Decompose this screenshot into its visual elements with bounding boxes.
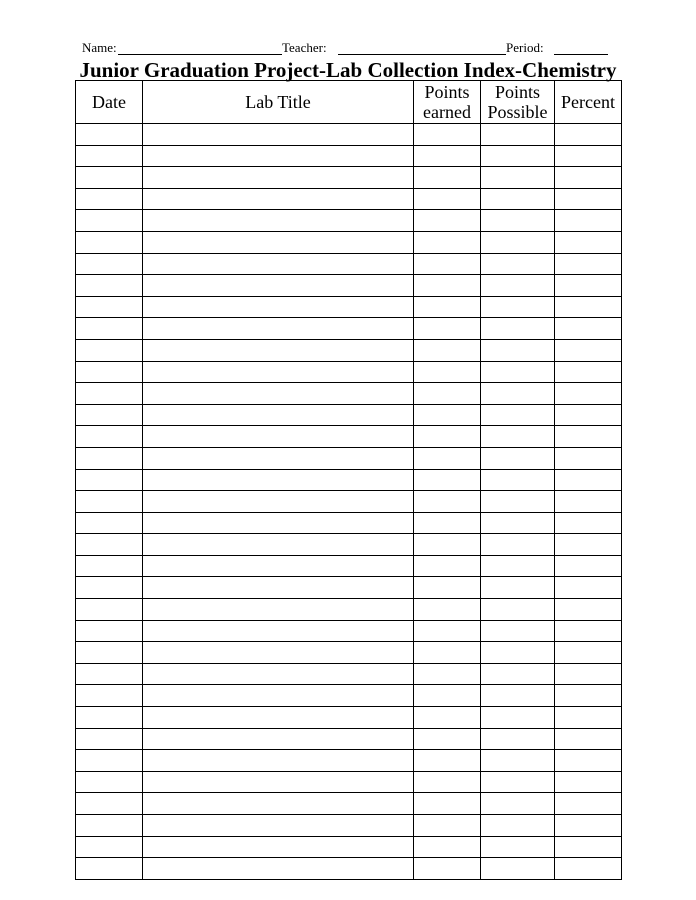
points-earned-cell[interactable]: [414, 124, 481, 146]
points-possible-line1: Points: [494, 82, 541, 102]
table-row: [76, 555, 622, 577]
points-earned-cell[interactable]: [414, 491, 481, 513]
lab-title-cell[interactable]: [143, 124, 414, 146]
date-cell[interactable]: [76, 858, 143, 880]
period-field[interactable]: [554, 54, 608, 55]
date-cell[interactable]: [76, 815, 143, 837]
points-earned-cell[interactable]: [414, 469, 481, 491]
date-cell[interactable]: [76, 599, 143, 621]
percent-cell[interactable]: [555, 404, 622, 426]
points-earned-cell[interactable]: [414, 426, 481, 448]
table-row: [76, 685, 622, 707]
points-earned-cell[interactable]: [414, 404, 481, 426]
percent-cell[interactable]: [555, 426, 622, 448]
column-header-lab-title: Lab Title: [143, 81, 414, 124]
name-label: Name:: [82, 40, 117, 55]
table-row: [76, 447, 622, 469]
points-earned-cell[interactable]: [414, 555, 481, 577]
points-possible-cell[interactable]: [481, 577, 555, 599]
date-cell[interactable]: [76, 771, 143, 793]
points-earned-line1: Points: [424, 82, 470, 102]
percent-cell[interactable]: [555, 750, 622, 772]
date-cell[interactable]: [76, 231, 143, 253]
lab-title-cell[interactable]: [143, 663, 414, 685]
table-row: [76, 512, 622, 534]
points-possible-cell[interactable]: [481, 296, 555, 318]
lab-title-cell[interactable]: [143, 793, 414, 815]
table-row: [76, 145, 622, 167]
percent-cell[interactable]: [555, 707, 622, 729]
date-cell[interactable]: [76, 145, 143, 167]
table-row: [76, 210, 622, 232]
points-earned-cell[interactable]: [414, 534, 481, 556]
points-possible-cell[interactable]: [481, 318, 555, 340]
table-row: [76, 599, 622, 621]
student-info-line: [82, 40, 612, 56]
points-possible-cell[interactable]: [481, 253, 555, 275]
points-earned-cell[interactable]: [414, 167, 481, 189]
lab-title-cell[interactable]: [143, 815, 414, 837]
percent-cell[interactable]: [555, 512, 622, 534]
date-cell[interactable]: [76, 620, 143, 642]
date-cell[interactable]: [76, 339, 143, 361]
lab-title-cell[interactable]: [143, 750, 414, 772]
percent-cell[interactable]: [555, 124, 622, 146]
lab-title-cell[interactable]: [143, 296, 414, 318]
points-possible-cell[interactable]: [481, 469, 555, 491]
points-possible-cell[interactable]: [481, 275, 555, 297]
percent-cell[interactable]: [555, 188, 622, 210]
points-earned-cell[interactable]: [414, 771, 481, 793]
points-possible-cell[interactable]: [481, 426, 555, 448]
table-row: [76, 750, 622, 772]
date-cell[interactable]: [76, 404, 143, 426]
points-possible-cell[interactable]: [481, 447, 555, 469]
lab-title-cell[interactable]: [143, 707, 414, 729]
points-earned-cell[interactable]: [414, 231, 481, 253]
lab-title-cell[interactable]: [143, 361, 414, 383]
points-earned-cell[interactable]: [414, 620, 481, 642]
lab-title-cell[interactable]: [143, 253, 414, 275]
table-row: [76, 620, 622, 642]
lab-title-cell[interactable]: [143, 858, 414, 880]
teacher-label: Teacher:: [282, 40, 327, 55]
lab-title-cell[interactable]: [143, 642, 414, 664]
points-earned-line2: earned: [423, 102, 471, 122]
points-earned-cell[interactable]: [414, 728, 481, 750]
date-cell[interactable]: [76, 318, 143, 340]
percent-cell[interactable]: [555, 275, 622, 297]
lab-title-cell[interactable]: [143, 555, 414, 577]
percent-cell[interactable]: [555, 296, 622, 318]
points-earned-cell[interactable]: [414, 793, 481, 815]
column-header-points-earned: [414, 81, 481, 124]
points-earned-cell[interactable]: [414, 642, 481, 664]
lab-title-cell[interactable]: [143, 577, 414, 599]
points-earned-cell[interactable]: [414, 296, 481, 318]
points-possible-cell[interactable]: [481, 339, 555, 361]
table-body: [76, 124, 622, 880]
percent-cell[interactable]: [555, 815, 622, 837]
percent-cell[interactable]: [555, 771, 622, 793]
points-possible-cell[interactable]: [481, 707, 555, 729]
table-row: [76, 231, 622, 253]
table-row: [76, 167, 622, 189]
table-row: [76, 296, 622, 318]
table-row: [76, 491, 622, 513]
points-earned-cell[interactable]: [414, 750, 481, 772]
date-cell[interactable]: [76, 728, 143, 750]
points-earned-cell[interactable]: [414, 339, 481, 361]
percent-cell[interactable]: [555, 253, 622, 275]
percent-cell[interactable]: [555, 383, 622, 405]
percent-cell[interactable]: [555, 145, 622, 167]
lab-title-cell[interactable]: [143, 771, 414, 793]
percent-cell[interactable]: [555, 836, 622, 858]
lab-title-cell[interactable]: [143, 836, 414, 858]
points-earned-cell[interactable]: [414, 447, 481, 469]
column-header-date: Date: [76, 81, 143, 124]
lab-title-cell[interactable]: [143, 383, 414, 405]
points-possible-cell[interactable]: [481, 145, 555, 167]
table-header-row: [76, 81, 622, 124]
lab-title-cell[interactable]: [143, 491, 414, 513]
table-row: [76, 836, 622, 858]
percent-cell[interactable]: [555, 447, 622, 469]
points-possible-cell[interactable]: [481, 771, 555, 793]
lab-title-cell[interactable]: [143, 318, 414, 340]
date-cell[interactable]: [76, 361, 143, 383]
table-row: [76, 339, 622, 361]
points-earned-cell[interactable]: [414, 685, 481, 707]
date-cell[interactable]: [76, 296, 143, 318]
percent-cell[interactable]: [555, 685, 622, 707]
table-row: [76, 361, 622, 383]
table-row: [76, 642, 622, 664]
date-cell[interactable]: [76, 253, 143, 275]
date-cell[interactable]: [76, 188, 143, 210]
points-earned-cell[interactable]: [414, 858, 481, 880]
lab-title-cell[interactable]: [143, 534, 414, 556]
points-earned-cell[interactable]: [414, 275, 481, 297]
lab-title-cell[interactable]: [143, 512, 414, 534]
lab-title-cell[interactable]: [143, 426, 414, 448]
table-row: [76, 534, 622, 556]
points-earned-cell[interactable]: [414, 253, 481, 275]
table-row: [76, 124, 622, 146]
date-cell[interactable]: [76, 534, 143, 556]
points-possible-cell[interactable]: [481, 815, 555, 837]
points-possible-cell[interactable]: [481, 599, 555, 621]
percent-cell[interactable]: [555, 491, 622, 513]
percent-cell[interactable]: [555, 555, 622, 577]
table-row: [76, 858, 622, 880]
percent-cell[interactable]: [555, 642, 622, 664]
points-earned-cell[interactable]: [414, 383, 481, 405]
percent-cell[interactable]: [555, 469, 622, 491]
date-cell[interactable]: [76, 210, 143, 232]
table-row: [76, 771, 622, 793]
points-earned-cell[interactable]: [414, 707, 481, 729]
percent-cell[interactable]: [555, 318, 622, 340]
lab-title-cell[interactable]: [143, 167, 414, 189]
points-possible-cell[interactable]: [481, 836, 555, 858]
column-header-percent: Percent: [555, 81, 622, 124]
teacher-field[interactable]: [338, 54, 506, 55]
points-earned-cell[interactable]: [414, 318, 481, 340]
points-possible-cell[interactable]: [481, 793, 555, 815]
lab-title-cell[interactable]: [143, 210, 414, 232]
points-earned-cell[interactable]: [414, 663, 481, 685]
date-cell[interactable]: [76, 426, 143, 448]
points-possible-cell[interactable]: [481, 231, 555, 253]
date-cell[interactable]: [76, 512, 143, 534]
points-possible-cell[interactable]: [481, 491, 555, 513]
percent-cell[interactable]: [555, 231, 622, 253]
points-earned-cell[interactable]: [414, 210, 481, 232]
lab-title-cell[interactable]: [143, 188, 414, 210]
date-cell[interactable]: [76, 124, 143, 146]
table-row: [76, 707, 622, 729]
points-possible-cell[interactable]: [481, 124, 555, 146]
date-cell[interactable]: [76, 447, 143, 469]
points-earned-cell[interactable]: [414, 188, 481, 210]
table-row: [76, 426, 622, 448]
table-row: [76, 188, 622, 210]
date-cell[interactable]: [76, 707, 143, 729]
lab-title-cell[interactable]: [143, 728, 414, 750]
points-earned-cell[interactable]: [414, 836, 481, 858]
table-row: [76, 383, 622, 405]
percent-cell[interactable]: [555, 210, 622, 232]
page-title: Junior Graduation Project-Lab Collection Index-Chemistry: [79, 58, 617, 82]
percent-cell[interactable]: [555, 534, 622, 556]
percent-cell[interactable]: [555, 339, 622, 361]
date-cell[interactable]: [76, 750, 143, 772]
percent-cell[interactable]: [555, 577, 622, 599]
percent-cell[interactable]: [555, 620, 622, 642]
column-header-points-possible: [481, 81, 555, 124]
table-row: [76, 663, 622, 685]
percent-cell[interactable]: [555, 793, 622, 815]
lab-title-cell[interactable]: [143, 620, 414, 642]
date-cell[interactable]: [76, 469, 143, 491]
points-possible-cell[interactable]: [481, 620, 555, 642]
percent-cell[interactable]: [555, 728, 622, 750]
points-possible-cell[interactable]: [481, 188, 555, 210]
points-possible-cell[interactable]: [481, 685, 555, 707]
lab-title-cell[interactable]: [143, 447, 414, 469]
lab-title-cell[interactable]: [143, 685, 414, 707]
table-row: [76, 404, 622, 426]
points-possible-line2: Possible: [487, 102, 548, 122]
table-row: [76, 318, 622, 340]
points-possible-cell[interactable]: [481, 404, 555, 426]
points-possible-cell[interactable]: [481, 858, 555, 880]
points-possible-cell[interactable]: [481, 555, 555, 577]
lab-title-cell[interactable]: [143, 599, 414, 621]
lab-title-cell[interactable]: [143, 275, 414, 297]
name-field[interactable]: [118, 54, 282, 55]
points-possible-cell[interactable]: [481, 512, 555, 534]
points-possible-cell[interactable]: [481, 728, 555, 750]
percent-cell[interactable]: [555, 361, 622, 383]
table-row: [76, 275, 622, 297]
points-possible-cell[interactable]: [481, 210, 555, 232]
date-cell[interactable]: [76, 491, 143, 513]
percent-cell[interactable]: [555, 167, 622, 189]
period-label: Period:: [506, 40, 544, 55]
percent-cell[interactable]: [555, 663, 622, 685]
lab-title-cell[interactable]: [143, 339, 414, 361]
percent-cell[interactable]: [555, 858, 622, 880]
table-row: [76, 469, 622, 491]
lab-title-cell[interactable]: [143, 404, 414, 426]
points-earned-cell[interactable]: [414, 361, 481, 383]
points-possible-cell[interactable]: [481, 167, 555, 189]
points-possible-cell[interactable]: [481, 534, 555, 556]
points-possible-cell[interactable]: [481, 663, 555, 685]
date-cell[interactable]: [76, 275, 143, 297]
points-earned-cell[interactable]: [414, 512, 481, 534]
points-possible-cell[interactable]: [481, 642, 555, 664]
points-earned-cell[interactable]: [414, 577, 481, 599]
table-row: [76, 793, 622, 815]
date-cell[interactable]: [76, 685, 143, 707]
percent-cell[interactable]: [555, 599, 622, 621]
table-row: [76, 815, 622, 837]
points-possible-cell[interactable]: [481, 361, 555, 383]
lab-title-cell[interactable]: [143, 145, 414, 167]
date-cell[interactable]: [76, 555, 143, 577]
date-cell[interactable]: [76, 836, 143, 858]
lab-title-cell[interactable]: [143, 469, 414, 491]
date-cell[interactable]: [76, 167, 143, 189]
points-earned-cell[interactable]: [414, 815, 481, 837]
date-cell[interactable]: [76, 383, 143, 405]
points-earned-cell[interactable]: [414, 599, 481, 621]
date-cell[interactable]: [76, 577, 143, 599]
lab-index-table: [75, 80, 622, 880]
date-cell[interactable]: [76, 663, 143, 685]
points-possible-cell[interactable]: [481, 383, 555, 405]
points-possible-cell[interactable]: [481, 750, 555, 772]
table-row: [76, 577, 622, 599]
table-row: [76, 253, 622, 275]
date-cell[interactable]: [76, 642, 143, 664]
date-cell[interactable]: [76, 793, 143, 815]
lab-title-cell[interactable]: [143, 231, 414, 253]
table-row: [76, 728, 622, 750]
points-earned-cell[interactable]: [414, 145, 481, 167]
